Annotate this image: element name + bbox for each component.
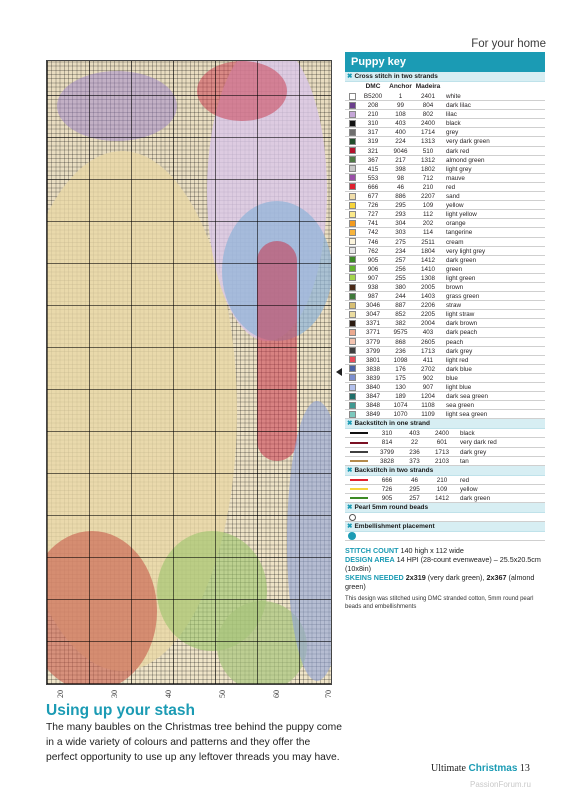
- column-header: DMC Anchor Madeira: [365, 83, 441, 90]
- anchor-code: 403: [395, 120, 406, 128]
- list-item: [345, 156, 545, 165]
- list-item: [345, 165, 545, 174]
- list-item: [345, 92, 545, 101]
- dmc-code: 210: [367, 111, 379, 119]
- bead-icon: [349, 514, 356, 521]
- madeira-code: 109: [422, 202, 434, 210]
- anchor-code: 217: [395, 156, 406, 164]
- anchor-code: 9046: [393, 147, 408, 155]
- dmc-code: 3838: [365, 365, 380, 373]
- cross-icon: ✖: [347, 420, 353, 428]
- thread-symbol-icon: [349, 247, 356, 254]
- list-item: [345, 201, 545, 210]
- color-name: lilac: [446, 111, 457, 119]
- thread-symbol-icon: [349, 183, 356, 190]
- dmc-code: 317: [367, 129, 379, 137]
- thread-symbol-icon: [349, 120, 356, 127]
- thread-symbol-icon: [349, 338, 356, 345]
- thread-symbol-icon: [349, 147, 356, 154]
- dmc-code: 727: [367, 211, 379, 219]
- backstitch-line-icon: [350, 479, 368, 481]
- dmc-code: 741: [367, 220, 379, 228]
- list-item: [345, 532, 545, 541]
- madeira-code: 802: [422, 111, 434, 119]
- madeira-code: 403: [422, 329, 434, 337]
- thread-symbol-icon: [349, 365, 356, 372]
- thread-symbol-icon: [349, 274, 356, 281]
- thread-symbol-icon: [349, 111, 356, 118]
- anchor-code: 189: [395, 393, 406, 401]
- madeira-code: 1714: [420, 129, 435, 137]
- color-name: green: [446, 265, 463, 273]
- color-name: orange: [446, 220, 466, 228]
- list-item: [345, 457, 545, 466]
- madeira-code: 1412: [434, 494, 449, 502]
- dmc-code: 3828: [379, 457, 394, 465]
- anchor-code: 255: [395, 274, 406, 282]
- anchor-code: 256: [395, 265, 406, 273]
- page-footer: Ultimate Christmas 13: [431, 763, 530, 774]
- dmc-code: 3801: [365, 356, 380, 364]
- section-cross-stitch: ✖ Cross stitch in two strands: [345, 72, 545, 82]
- madeira-code: 1412: [420, 256, 435, 264]
- dmc-code: 553: [367, 174, 379, 182]
- section-pearl-beads: ✖ Pearl 5mm round beads: [345, 503, 545, 513]
- stash-title: Using up your stash: [46, 702, 195, 719]
- key-title: Puppy key: [345, 52, 545, 72]
- list-item: [345, 219, 545, 228]
- dmc-code: 905: [381, 494, 393, 502]
- madeira-code: 2400: [434, 430, 449, 438]
- dmc-code: 367: [367, 156, 379, 164]
- color-name: sand: [446, 193, 460, 201]
- list-item: [345, 137, 545, 146]
- list-item: [345, 429, 545, 438]
- cross-stitch-list: [345, 92, 545, 419]
- madeira-code: 210: [436, 476, 448, 484]
- list-item: [345, 128, 545, 137]
- madeira-code: 2004: [420, 320, 435, 328]
- color-name: white: [446, 93, 461, 100]
- list-item: [345, 319, 545, 328]
- list-item: [345, 374, 545, 383]
- list-item: [345, 301, 545, 310]
- color-name: straw: [446, 302, 462, 310]
- thread-symbol-icon: [349, 311, 356, 318]
- color-name: black: [446, 120, 461, 128]
- madeira-code: 1804: [420, 247, 435, 255]
- tick-label: 20: [56, 690, 65, 698]
- dmc-code: 310: [381, 430, 393, 438]
- thread-symbol-icon: [349, 411, 356, 418]
- list-item: [345, 228, 545, 237]
- list-item: [345, 292, 545, 301]
- list-item: [345, 513, 545, 522]
- color-name: light blue: [446, 384, 472, 391]
- cross-icon: ✖: [347, 466, 353, 474]
- dmc-code: 726: [367, 202, 379, 210]
- color-name: dark grey: [460, 448, 487, 456]
- madeira-code: 210: [422, 183, 434, 191]
- anchor-code: 1098: [393, 356, 408, 364]
- list-item: [345, 383, 545, 392]
- thread-symbol-icon: [349, 165, 356, 172]
- madeira-code: 2205: [420, 311, 435, 319]
- chart-tick-labels: [46, 684, 332, 702]
- dmc-code: 742: [367, 229, 379, 237]
- color-name: sea green: [446, 402, 475, 410]
- list-item: [345, 192, 545, 201]
- cross-icon: ✖: [347, 504, 353, 512]
- backstitch-two-list: [345, 476, 545, 503]
- cross-icon: ✖: [347, 523, 353, 531]
- anchor-code: 257: [395, 256, 406, 264]
- color-name: tan: [460, 457, 469, 465]
- madeira-code: 907: [422, 384, 434, 391]
- color-name: light grey: [446, 165, 472, 173]
- thread-symbol-icon: [349, 211, 356, 218]
- anchor-code: 176: [395, 365, 406, 373]
- madeira-code: 601: [436, 439, 448, 447]
- list-item: [345, 238, 545, 247]
- dmc-code: 3046: [365, 302, 380, 310]
- anchor-code: 403: [409, 430, 420, 438]
- color-name: peach: [446, 338, 464, 346]
- madeira-code: 1204: [420, 393, 435, 401]
- list-item: [345, 147, 545, 156]
- list-item: [345, 283, 545, 292]
- thread-symbol-icon: [349, 138, 356, 145]
- center-arrow-icon: [336, 368, 342, 376]
- list-item: [345, 174, 545, 183]
- dmc-code: 987: [367, 293, 379, 301]
- madeira-code: 712: [422, 174, 434, 182]
- thread-symbol-icon: [349, 129, 356, 136]
- madeira-code: 2400: [420, 120, 435, 128]
- anchor-code: 244: [395, 293, 406, 301]
- backstitch-one-list: [345, 429, 545, 465]
- thread-symbol-icon: [349, 284, 356, 291]
- color-name: light straw: [446, 311, 475, 319]
- section-embellishment: ✖ Embellishment placement: [345, 522, 545, 532]
- dmc-code: 208: [367, 102, 379, 110]
- dmc-code: 3799: [379, 448, 394, 456]
- madeira-code: 804: [422, 102, 434, 110]
- list-item: [345, 256, 545, 265]
- color-name: yellow: [446, 202, 464, 210]
- anchor-code: 295: [409, 485, 420, 493]
- embellishment-icon: [348, 532, 356, 540]
- color-name: dark red: [446, 147, 470, 155]
- list-item: [345, 183, 545, 192]
- dmc-code: 938: [367, 283, 379, 291]
- cross-stitch-chart: [46, 60, 332, 685]
- thread-symbol-icon: [349, 347, 356, 354]
- anchor-code: 99: [396, 102, 404, 110]
- section-backstitch-one: ✖ Backstitch in one strand: [345, 419, 545, 429]
- thread-symbol-icon: [349, 356, 356, 363]
- madeira-code: 2605: [420, 338, 435, 346]
- anchor-code: 46: [410, 476, 418, 484]
- anchor-code: 886: [395, 193, 406, 201]
- color-name: dark grey: [446, 347, 473, 355]
- madeira-code: 510: [422, 147, 434, 155]
- list-item: [345, 274, 545, 283]
- tick-label: 30: [110, 690, 119, 698]
- list-item: [345, 310, 545, 319]
- color-name: light red: [446, 356, 469, 364]
- backstitch-line-icon: [350, 497, 368, 499]
- section-backstitch-two: ✖ Backstitch in two strands: [345, 466, 545, 476]
- madeira-code: 902: [422, 374, 434, 382]
- madeira-code: 1713: [420, 347, 435, 355]
- list-item: [345, 356, 545, 365]
- anchor-code: 257: [409, 494, 420, 502]
- anchor-code: 224: [395, 138, 406, 146]
- anchor-code: 46: [396, 183, 404, 191]
- anchor-code: 234: [395, 247, 406, 255]
- thread-symbol-icon: [349, 174, 356, 181]
- list-item: [345, 476, 545, 485]
- list-item: [345, 448, 545, 457]
- list-item: [345, 392, 545, 401]
- dmc-code: 3849: [365, 411, 380, 419]
- madeira-code: 1109: [421, 411, 435, 419]
- info-block: STITCH COUNT 140 high x 112 wide DESIGN AREA 14 HPI (28-count evenweave) – 25.5x20.5cm (10x8in) SKEINS NEEDED 2x319 (very dark green), 2x367 (almond green): [345, 546, 541, 592]
- color-name: cream: [446, 238, 464, 246]
- dmc-code: 319: [367, 138, 379, 146]
- thread-symbol-icon: [349, 202, 356, 209]
- color-name: dark green: [460, 494, 491, 502]
- thread-symbol-icon: [349, 402, 356, 409]
- color-name: very light grey: [446, 247, 486, 255]
- dmc-code: 3779: [365, 338, 380, 346]
- dmc-code: 3047: [365, 311, 380, 319]
- list-item: [345, 328, 545, 337]
- color-name: mauve: [446, 174, 465, 182]
- list-item: [345, 485, 545, 494]
- madeira-code: 1713: [434, 448, 449, 456]
- list-item: [345, 365, 545, 374]
- color-name: yellow: [460, 485, 478, 493]
- color-name: tangerine: [446, 229, 473, 237]
- dmc-code: 321: [367, 147, 379, 155]
- madeira-code: 1410: [420, 265, 435, 273]
- anchor-code: 1070: [393, 411, 408, 419]
- color-name: almond green: [446, 156, 485, 164]
- dmc-code: B5200: [363, 93, 383, 100]
- color-name: grass green: [446, 293, 480, 301]
- madeira-code: 2103: [434, 457, 449, 465]
- color-name: dark sea green: [446, 393, 489, 401]
- madeira-code: 2702: [420, 365, 435, 373]
- puppy-key-panel: [345, 52, 545, 611]
- thread-symbol-icon: [349, 156, 356, 163]
- anchor-code: 108: [395, 111, 406, 119]
- backstitch-line-icon: [350, 451, 368, 453]
- anchor-code: 9575: [393, 329, 408, 337]
- madeira-code: 1312: [420, 156, 435, 164]
- thread-symbol-icon: [349, 238, 356, 245]
- dmc-code: 906: [367, 265, 379, 273]
- anchor-code: 293: [395, 211, 406, 219]
- dmc-code: 3771: [365, 329, 380, 337]
- backstitch-line-icon: [350, 442, 368, 444]
- madeira-code: 2206: [420, 302, 435, 310]
- thread-symbol-icon: [349, 102, 356, 109]
- anchor-code: 236: [409, 448, 420, 456]
- madeira-code: 1308: [420, 274, 435, 282]
- design-note: This design was stitched using DMC stranded cotton, 5mm round pearl beads and embellishments: [345, 596, 534, 611]
- madeira-code: 2401: [420, 93, 435, 100]
- dmc-code: 3847: [365, 393, 380, 401]
- tick-label: 50: [218, 690, 227, 698]
- anchor-code: 22: [410, 439, 418, 447]
- anchor-code: 275: [395, 238, 406, 246]
- thread-symbol-icon: [349, 320, 356, 327]
- list-item: [345, 101, 545, 110]
- stash-body: The many baubles on the Christmas tree behind the puppy come in a wide variety of colours and patterns and they offer the perfect opportunity to use up any leftover threads you may have.: [46, 722, 342, 763]
- anchor-code: 175: [395, 374, 406, 382]
- thread-symbol-icon: [349, 229, 356, 236]
- list-item: [345, 401, 545, 410]
- backstitch-line-icon: [350, 460, 368, 462]
- dmc-code: 677: [367, 193, 379, 201]
- color-name: light sea green: [446, 411, 488, 419]
- list-item: [345, 210, 545, 219]
- dmc-code: 905: [367, 256, 379, 264]
- list-item: [345, 119, 545, 128]
- thread-symbol-icon: [349, 374, 356, 381]
- madeira-code: 1108: [421, 402, 435, 410]
- dmc-code: 3799: [365, 347, 380, 355]
- dmc-code: 726: [381, 485, 393, 493]
- color-name: black: [460, 430, 475, 438]
- color-name: grey: [446, 129, 459, 137]
- thread-symbol-icon: [349, 329, 356, 336]
- dmc-code: 3848: [365, 402, 380, 410]
- color-name: blue: [446, 374, 458, 382]
- anchor-code: 382: [395, 320, 406, 328]
- anchor-code: 398: [395, 165, 406, 173]
- madeira-code: 202: [422, 220, 434, 228]
- list-item: [345, 438, 545, 447]
- anchor-code: 1074: [393, 402, 408, 410]
- madeira-code: 112: [422, 211, 434, 219]
- anchor-code: 1: [398, 93, 403, 100]
- color-name: dark blue: [446, 365, 472, 373]
- thread-symbol-icon: [349, 193, 356, 200]
- anchor-code: 295: [395, 202, 406, 210]
- color-name: light yellow: [446, 211, 477, 219]
- thread-symbol-icon: [349, 302, 356, 309]
- madeira-code: 2005: [420, 283, 435, 291]
- backstitch-line-icon: [350, 432, 368, 434]
- color-name: dark peach: [446, 329, 478, 337]
- anchor-code: 98: [396, 174, 404, 182]
- watermark: PassionForum.ru: [470, 780, 531, 789]
- anchor-code: 236: [395, 347, 406, 355]
- anchor-code: 400: [395, 129, 406, 137]
- color-name: red: [446, 183, 456, 191]
- madeira-code: 411: [422, 356, 434, 364]
- anchor-code: 380: [395, 283, 406, 291]
- color-name: very dark red: [460, 439, 497, 447]
- color-name: dark lilac: [446, 102, 471, 110]
- dmc-code: 415: [367, 165, 379, 173]
- list-item: [345, 347, 545, 356]
- dmc-code: 666: [367, 183, 379, 191]
- list-item: [345, 494, 545, 503]
- color-name: dark green: [446, 256, 477, 264]
- color-name: red: [460, 476, 470, 484]
- thread-symbol-icon: [349, 93, 356, 100]
- tick-label: 70: [324, 690, 333, 698]
- list-item: [345, 247, 545, 256]
- anchor-code: 303: [395, 229, 406, 237]
- list-item: [345, 110, 545, 119]
- anchor-code: 852: [395, 311, 406, 319]
- thread-symbol-icon: [349, 293, 356, 300]
- thread-symbol-icon: [349, 265, 356, 272]
- madeira-code: 109: [436, 485, 448, 493]
- thread-symbol-icon: [349, 220, 356, 227]
- backstitch-line-icon: [350, 488, 368, 490]
- color-name: dark brown: [446, 320, 478, 328]
- dmc-code: 310: [367, 120, 379, 128]
- anchor-code: 868: [395, 338, 406, 346]
- dmc-code: 3371: [365, 320, 380, 328]
- anchor-code: 887: [395, 302, 406, 310]
- madeira-code: 2207: [420, 193, 435, 201]
- dmc-code: 746: [367, 238, 379, 246]
- tick-label: 40: [164, 690, 173, 698]
- thread-symbol-icon: [349, 393, 356, 400]
- thread-symbol-icon: [349, 384, 356, 391]
- section-header: For your home: [471, 38, 546, 50]
- list-item: [345, 410, 545, 419]
- madeira-code: 1403: [420, 293, 435, 301]
- madeira-code: 2511: [421, 238, 435, 246]
- anchor-code: 130: [395, 384, 406, 391]
- dmc-code: 814: [381, 439, 393, 447]
- madeira-code: 1313: [420, 138, 435, 146]
- madeira-code: 114: [422, 229, 434, 237]
- color-name: very dark green: [446, 138, 490, 146]
- anchor-code: 304: [395, 220, 406, 228]
- thread-symbol-icon: [349, 256, 356, 263]
- madeira-code: 1802: [420, 165, 435, 173]
- dmc-code: 762: [367, 247, 379, 255]
- tick-label: 60: [272, 690, 281, 698]
- dmc-code: 3840: [365, 384, 380, 391]
- dmc-code: 3839: [365, 374, 380, 382]
- color-name: light green: [446, 274, 476, 282]
- list-item: [345, 265, 545, 274]
- anchor-code: 373: [409, 457, 420, 465]
- list-item: [345, 338, 545, 347]
- dmc-code: 666: [381, 476, 393, 484]
- cross-icon: ✖: [347, 73, 353, 80]
- color-name: brown: [446, 283, 464, 291]
- dmc-code: 907: [367, 274, 379, 282]
